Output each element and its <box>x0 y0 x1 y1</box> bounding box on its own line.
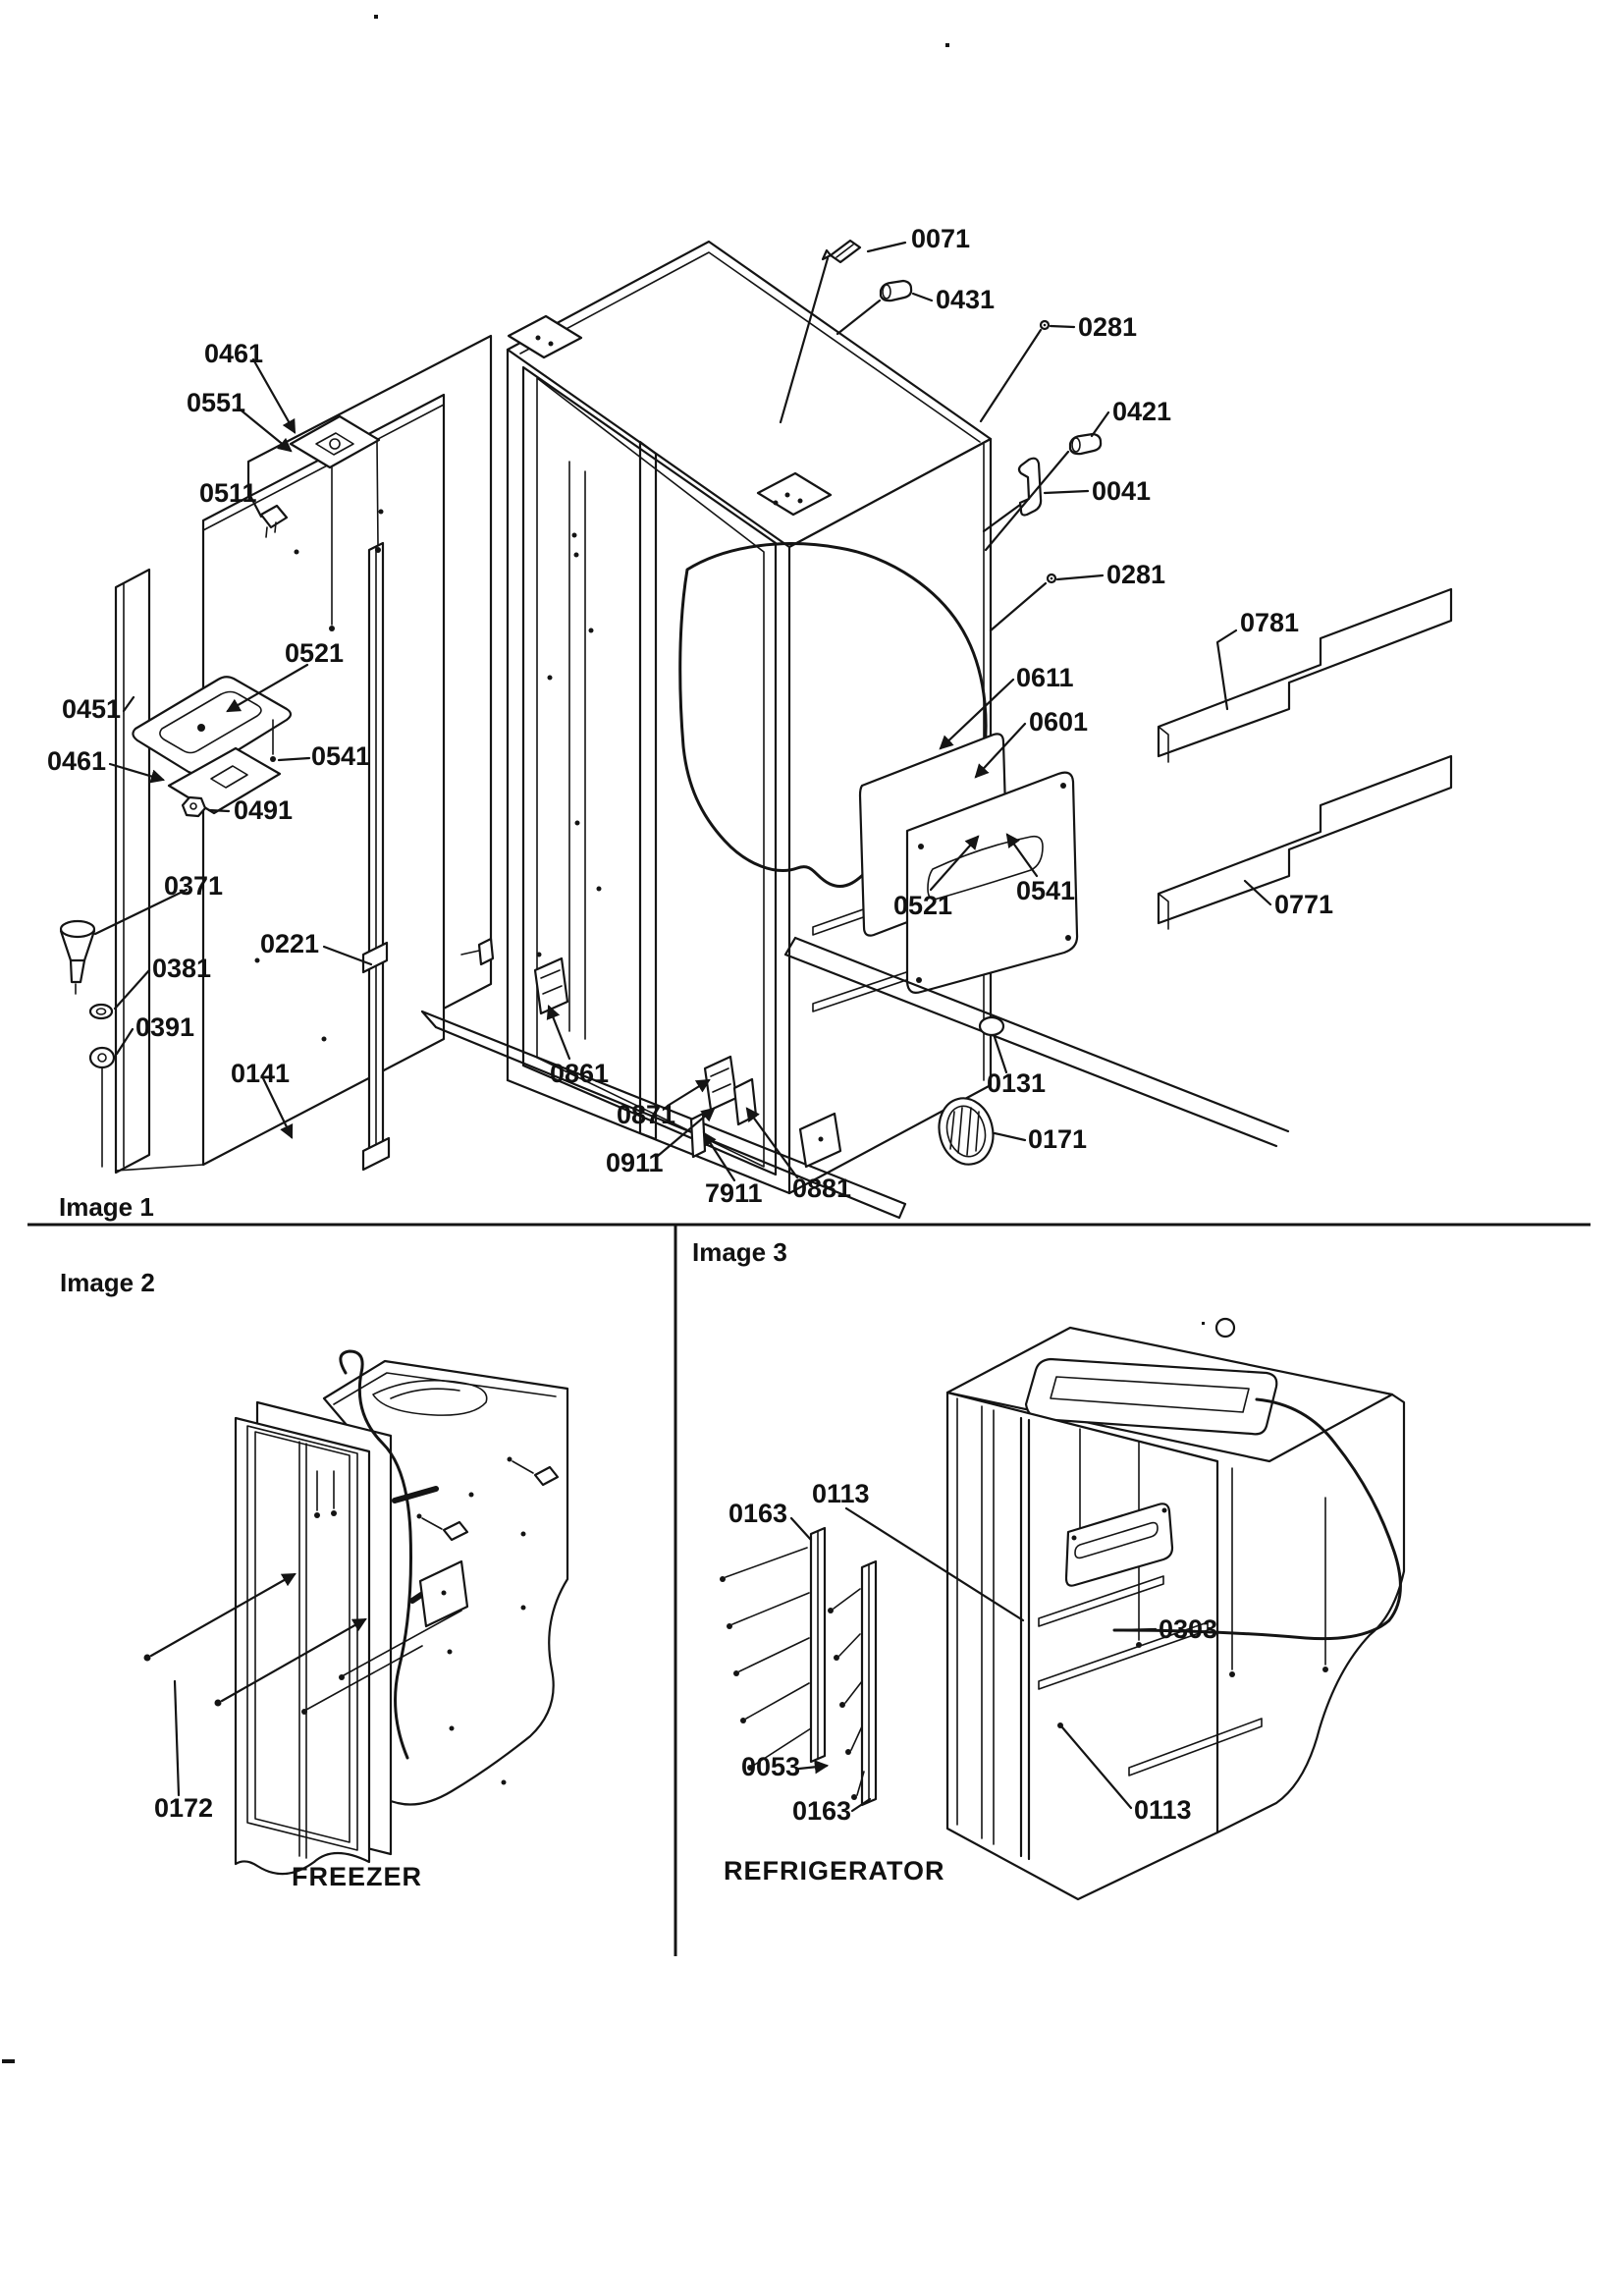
callout-0491: 0491 <box>234 795 294 825</box>
section-label-image2: Image 2 <box>60 1268 155 1297</box>
callout-0541-right: 0541 <box>1016 876 1076 905</box>
bracket-0871 <box>705 1057 736 1110</box>
plug-0421 <box>1070 434 1101 454</box>
callout-0281-mid: 0281 <box>1106 560 1166 589</box>
bracket-0861 <box>535 958 567 1013</box>
section-label-image3: Image 3 <box>692 1237 787 1267</box>
washer-0381 <box>90 1005 112 1018</box>
callout-0451: 0451 <box>62 694 122 724</box>
clip-small <box>479 939 493 964</box>
image2-freezer-diagram <box>144 1351 568 1891</box>
funnel-0371 <box>61 921 94 937</box>
rail-0781 <box>1159 589 1451 756</box>
callout-0171: 0171 <box>1028 1124 1088 1154</box>
callout-0881: 0881 <box>792 1174 852 1203</box>
callout-0861: 0861 <box>550 1059 610 1088</box>
callout-0053: 0053 <box>741 1752 801 1781</box>
side-trim-strip <box>116 570 149 1173</box>
callout-0771: 0771 <box>1274 890 1334 919</box>
callout-0461-top: 0461 <box>204 339 264 368</box>
callout-0172: 0172 <box>154 1793 214 1823</box>
callout-0381: 0381 <box>152 954 212 983</box>
callout-0113-top: 0113 <box>812 1479 870 1508</box>
image1-cabinet-diagram <box>47 224 1451 1218</box>
callout-0281-top: 0281 <box>1078 312 1138 342</box>
callout-0611: 0611 <box>1016 663 1074 692</box>
fridge-side-cutaway <box>1217 1394 1404 1832</box>
grommet-0391 <box>90 1048 114 1067</box>
callout-0371: 0371 <box>164 871 224 901</box>
callout-0521-right: 0521 <box>893 891 953 920</box>
pin-7911 <box>691 1114 705 1157</box>
refrigerator-caption: REFRIGERATOR <box>724 1856 945 1886</box>
callout-7911: 7911 <box>705 1178 763 1208</box>
screw-0281b <box>1048 574 1055 582</box>
screw-0281a <box>1041 321 1049 329</box>
callout-0113-bottom: 0113 <box>1134 1795 1192 1825</box>
callout-0601: 0601 <box>1029 707 1089 737</box>
callout-0511: 0511 <box>199 478 257 508</box>
callout-0431: 0431 <box>936 285 996 314</box>
callout-0551: 0551 <box>187 388 246 417</box>
section-label-image1: Image 1 <box>59 1192 154 1222</box>
callout-0541-left: 0541 <box>311 741 371 771</box>
callout-0391: 0391 <box>135 1012 195 1042</box>
callout-0781: 0781 <box>1240 608 1300 637</box>
callout-0131: 0131 <box>987 1068 1047 1098</box>
freezer-caption: FREEZER <box>292 1862 423 1891</box>
callout-0303: 0303 <box>1159 1614 1218 1644</box>
image3-refrigerator-diagram <box>720 1319 1404 1899</box>
callout-0871: 0871 <box>617 1100 676 1129</box>
callout-0141: 0141 <box>231 1059 291 1088</box>
callout-0071: 0071 <box>911 224 971 253</box>
center-mullion <box>640 442 656 1139</box>
callout-0221: 0221 <box>260 929 320 958</box>
callout-0911: 0911 <box>606 1148 664 1177</box>
nut-0491 <box>183 797 205 816</box>
callout-0163-bottom: 0163 <box>792 1796 852 1826</box>
callout-0461-left: 0461 <box>47 746 107 776</box>
callout-0521-left: 0521 <box>285 638 345 668</box>
plug-0431 <box>881 281 911 301</box>
callout-0421: 0421 <box>1112 397 1172 426</box>
callout-0041: 0041 <box>1092 476 1152 506</box>
callout-0163-top: 0163 <box>728 1499 788 1528</box>
